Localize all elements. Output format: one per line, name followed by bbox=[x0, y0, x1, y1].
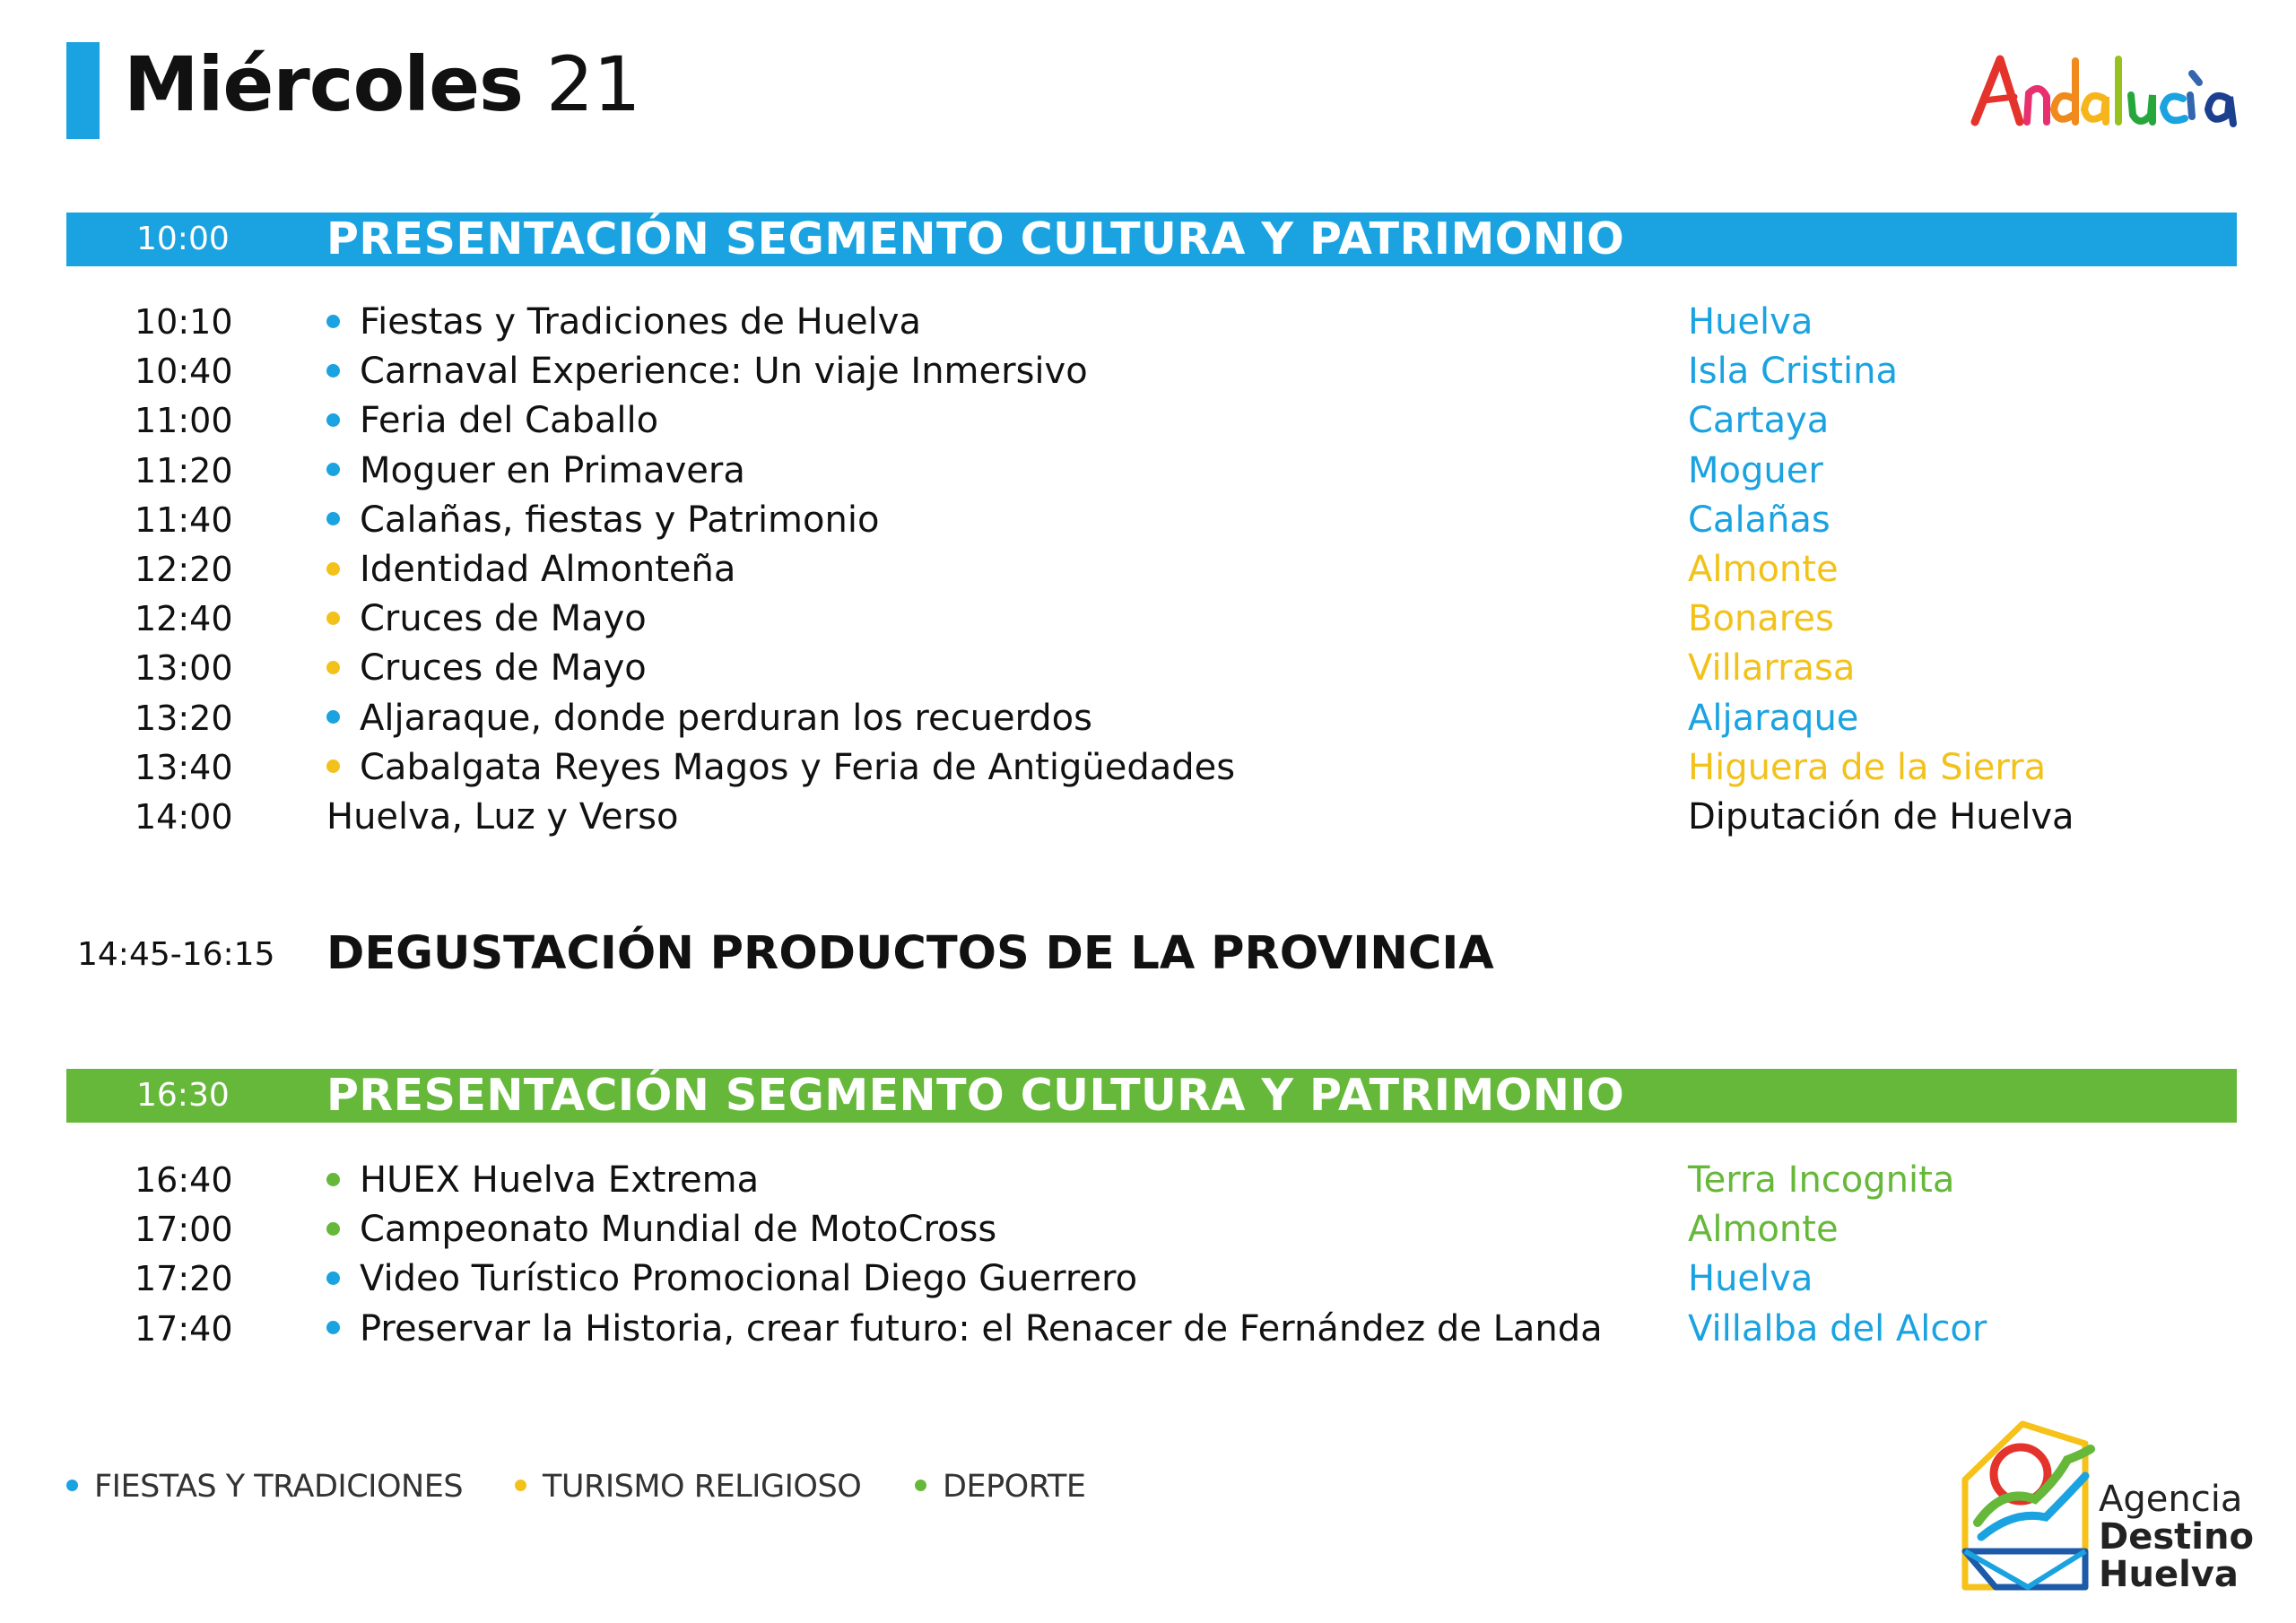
tasting-title: DEGUSTACIÓN PRODUCTOS DE LA PROVINCIA bbox=[326, 927, 1494, 980]
agenda-talk-title: Preservar la Historia, crear futuro: el Renacer de Fernández de Landa bbox=[360, 1307, 1603, 1350]
category-dot-icon bbox=[326, 1271, 340, 1285]
category-dot-icon bbox=[326, 1173, 340, 1186]
agenda-time: 17:20 bbox=[135, 1259, 233, 1299]
agenda-talk-title: Carnaval Experience: Un viaje Inmersivo bbox=[360, 351, 1088, 393]
agenda-time: 11:00 bbox=[135, 401, 233, 441]
agenda-talk-title: Fiestas y Tradiciones de Huelva bbox=[360, 301, 921, 343]
agenda-talk-title: Cruces de Mayo bbox=[360, 598, 647, 640]
agenda-place: Villarrasa bbox=[1688, 647, 1856, 690]
agenda-time: 13:20 bbox=[135, 698, 233, 738]
agenda-talk bbox=[326, 545, 735, 595]
category-dot-icon bbox=[326, 710, 340, 724]
agenda-place: Terra Incognita bbox=[1688, 1159, 1955, 1201]
legend-item bbox=[515, 1464, 861, 1509]
session2-title: PRESENTACIÓN SEGMENTO CULTURA Y PATRIMONIO bbox=[326, 1070, 1625, 1121]
agenda-talk-title: Moguer en Primavera bbox=[360, 449, 745, 491]
agenda-row bbox=[0, 644, 2296, 693]
agenda-row bbox=[0, 694, 2296, 743]
title-accent-bar bbox=[66, 42, 100, 139]
agenda-talk bbox=[326, 644, 647, 693]
agenda-talk-title: Cabalgata Reyes Magos y Feria de Antigüedades bbox=[360, 746, 1236, 788]
category-dot-icon bbox=[326, 315, 340, 328]
agenda-talk bbox=[326, 1305, 1603, 1354]
agenda-talk bbox=[326, 595, 647, 644]
tasting-time: 14:45-16:15 bbox=[77, 936, 275, 973]
category-dot-icon bbox=[326, 512, 340, 525]
agenda-row bbox=[0, 545, 2296, 595]
category-dot-icon bbox=[326, 612, 340, 625]
category-dot-icon bbox=[326, 1321, 340, 1334]
agenda-talk-title: Cruces de Mayo bbox=[360, 647, 647, 690]
agency-house-icon bbox=[1960, 1417, 2108, 1596]
agenda-row bbox=[0, 447, 2296, 496]
legend-label: FIESTAS Y TRADICIONES bbox=[94, 1469, 464, 1505]
category-dot-icon bbox=[326, 463, 340, 476]
agenda-talk bbox=[326, 396, 658, 446]
agency-name-line-3: Huelva bbox=[2099, 1554, 2239, 1595]
session2-time: 16:30 bbox=[136, 1077, 230, 1114]
agenda-talk bbox=[326, 1254, 1137, 1304]
agenda-talk bbox=[326, 694, 1092, 743]
agenda-place: Moguer bbox=[1688, 449, 1823, 491]
agenda-time: 17:00 bbox=[135, 1210, 233, 1250]
agenda-row bbox=[0, 595, 2296, 644]
agenda-talk bbox=[326, 347, 1088, 396]
session1-title: PRESENTACIÓN SEGMENTO CULTURA Y PATRIMONIO bbox=[326, 213, 1625, 265]
agenda-place: Villalba del Alcor bbox=[1688, 1307, 1987, 1350]
category-dot-icon bbox=[326, 661, 340, 674]
agenda-time: 14:00 bbox=[135, 797, 233, 837]
agenda-time: 10:40 bbox=[135, 352, 233, 392]
legend-label: TURISMO RELIGIOSO bbox=[543, 1469, 862, 1505]
agenda-row bbox=[0, 1305, 2296, 1354]
agenda-talk bbox=[326, 793, 678, 842]
category-dot-icon bbox=[326, 759, 340, 773]
agencia-destino-huelva-logo bbox=[1960, 1417, 2254, 1596]
agency-name-line-1: Agencia bbox=[2099, 1479, 2243, 1520]
agenda-row bbox=[0, 1205, 2296, 1254]
agenda-place: Aljaraque bbox=[1688, 697, 1859, 739]
category-dot-icon bbox=[326, 413, 340, 427]
agenda-place: Bonares bbox=[1688, 598, 1834, 640]
legend-dot-icon bbox=[515, 1480, 526, 1491]
agenda-talk-title: Video Turístico Promocional Diego Guerrero bbox=[360, 1258, 1138, 1300]
agenda-row bbox=[0, 298, 2296, 347]
agenda-time: 13:40 bbox=[135, 747, 233, 787]
legend-dot-icon bbox=[915, 1480, 926, 1491]
agenda-place: Huelva bbox=[1688, 1258, 1813, 1300]
agenda-place: Diputación de Huelva bbox=[1688, 796, 2074, 838]
agenda-talk-title: Campeonato Mundial de MotoCross bbox=[360, 1209, 997, 1251]
agenda-talk-title: Identidad Almonteña bbox=[360, 549, 736, 590]
agenda-time: 10:10 bbox=[135, 302, 233, 342]
agenda-place: Almonte bbox=[1688, 1209, 1839, 1251]
agenda-talk bbox=[326, 447, 745, 496]
agenda-time: 11:40 bbox=[135, 499, 233, 540]
agenda-time: 17:40 bbox=[135, 1308, 233, 1349]
agenda-row bbox=[0, 1156, 2296, 1205]
agenda-talk bbox=[326, 1205, 996, 1254]
session2-header bbox=[66, 1069, 2237, 1123]
legend-label: DEPORTE bbox=[943, 1469, 1086, 1505]
session1-header bbox=[66, 213, 2237, 266]
agenda-time: 11:20 bbox=[135, 450, 233, 490]
agenda-talk bbox=[326, 743, 1235, 793]
agenda-row bbox=[0, 347, 2296, 396]
agenda-row bbox=[0, 793, 2296, 842]
legend-dot-icon bbox=[66, 1480, 78, 1491]
page-title-weekday: Miércoles bbox=[124, 40, 524, 128]
agenda-time: 13:00 bbox=[135, 648, 233, 689]
agenda-talk-title: Feria del Caballo bbox=[360, 400, 659, 442]
andalucia-logo bbox=[1964, 43, 2242, 133]
agenda-row bbox=[0, 396, 2296, 446]
agenda-talk bbox=[326, 496, 879, 545]
agenda-place: Cartaya bbox=[1688, 400, 1830, 442]
agenda-place: Isla Cristina bbox=[1688, 351, 1898, 393]
legend-item bbox=[915, 1464, 1086, 1509]
agenda-place: Higuera de la Sierra bbox=[1688, 746, 2047, 788]
agenda-talk bbox=[326, 1156, 759, 1205]
agenda-time: 16:40 bbox=[135, 1160, 233, 1200]
agenda-time: 12:20 bbox=[135, 550, 233, 589]
page-title bbox=[124, 36, 640, 133]
agency-name-line-2: Destino bbox=[2099, 1516, 2254, 1558]
agenda-row bbox=[0, 1254, 2296, 1304]
agenda-place: Huelva bbox=[1688, 301, 1813, 343]
page-title-day: 21 bbox=[545, 40, 640, 128]
agenda-row bbox=[0, 496, 2296, 545]
agenda-talk-title: Huelva, Luz y Verso bbox=[326, 796, 679, 838]
agenda-talk-title: Calañas, fiestas y Patrimonio bbox=[360, 499, 880, 541]
agenda-talk bbox=[326, 298, 921, 347]
category-dot-icon bbox=[326, 1222, 340, 1236]
agenda-talk-title: HUEX Huelva Extrema bbox=[360, 1159, 760, 1201]
agenda-talk-title: Aljaraque, donde perduran los recuerdos bbox=[360, 697, 1092, 739]
agenda-place: Almonte bbox=[1688, 549, 1839, 590]
agenda-place: Calañas bbox=[1688, 499, 1831, 541]
category-dot-icon bbox=[326, 364, 340, 378]
legend-item bbox=[66, 1464, 463, 1509]
session1-time: 10:00 bbox=[136, 221, 230, 257]
agenda-row bbox=[0, 743, 2296, 793]
agenda-time: 12:40 bbox=[135, 599, 233, 639]
category-dot-icon bbox=[326, 562, 340, 576]
